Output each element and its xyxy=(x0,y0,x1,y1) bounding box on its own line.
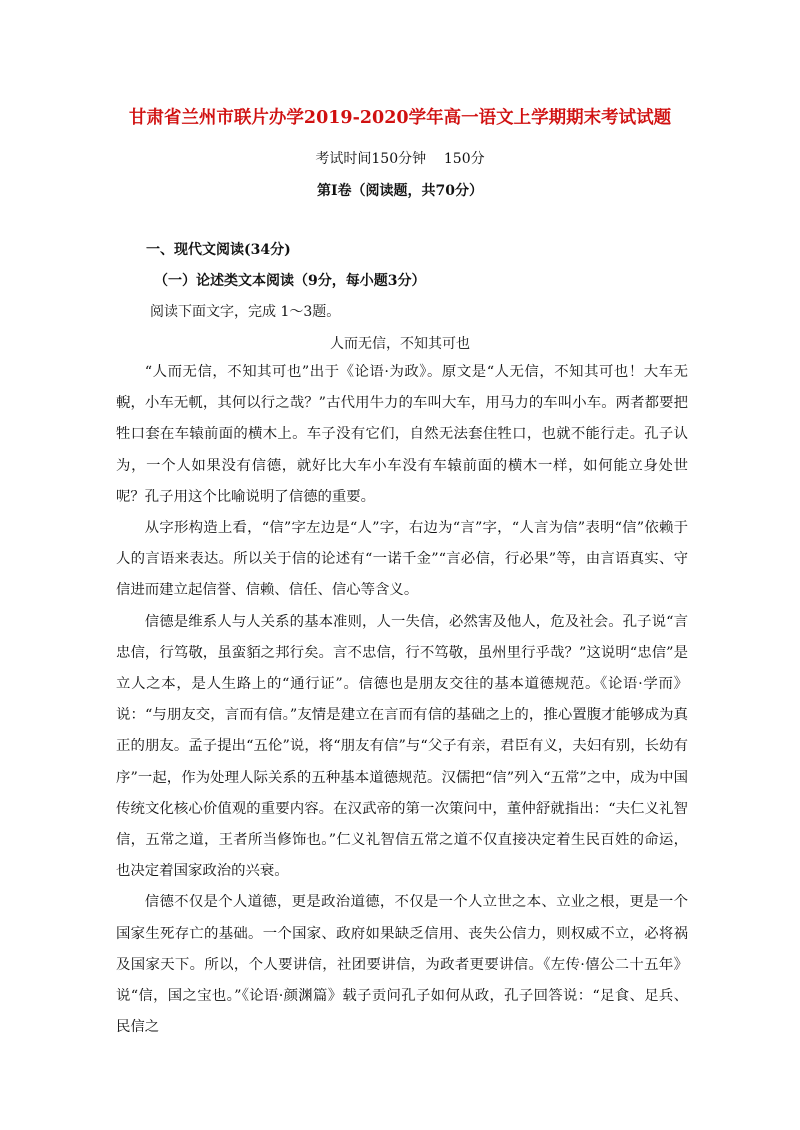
section-heading: 一、现代文阅读(34分) xyxy=(146,242,291,258)
paragraph: 从字形构造上看，“信”字左边是“人”字，右边为“言”字，“人言为信”表明“信”依赖于人的言语来表达。所以关于信的论述有“一诺千金”“言必信，行必果”等，由言语真实、守信进而建立起信誉、信赖、信任、信心等含义。 xyxy=(116,520,688,599)
reading-instruction: 阅读下面文字，完成 1～3题。 xyxy=(150,304,341,320)
subsection-heading: （一）论述类文本阅读（9分，每小题3分） xyxy=(154,273,426,289)
article-title: 人而无信，不知其可也 xyxy=(330,336,470,352)
exam-info: 考试时间150分钟 150分 xyxy=(315,151,485,167)
article-body xyxy=(116,357,688,1043)
paragraph: “人而无信，不知其可也”出于《论语·为政》。原文是“人无信，不知其可也！大车无輗，小车无軏，其何以行之哉？”古代用牛力的车叫大车，用马力的车叫小车。两者都要把牲口套在车辕前面的横木上。车子没有它们，自然无法套住牲口，也就不能行走。孔子认为，一个人如果没有信德，就好比大车小车没有车辕前面的横木一样，如何能立身处世呢？孔子用这个比喻说明了信德的重要。 xyxy=(116,364,688,505)
paragraph: 信德是维系人与人关系的基本准则，人一失信，必然害及他人，危及社会。孔子说“言忠信，行笃敬，虽蛮貊之邦行矣。言不忠信，行不笃敬，虽州里行乎哉？”这说明“忠信”是立人之本，是人生路上的“通行证”。信德也是朋友交往的基本道德规范。《论语·学而》说：“与朋友交，言而有信。”友情是建立在言而有信的基础之上的，推心置腹才能够成为真正的朋友。孟子提出“五伦”说，将“朋友有信”与“父子有亲，君臣有义，夫妇有别，长幼有序”一起，作为处理人际关系的五种基本道德规范。汉儒把“信”列入“五常”之中，成为中国传统文化核心价值观的重要内容。在汉武帝的第一次策问中，董仲舒就指出：“夫仁义礼智信，五常之道，王者所当修饰也。”仁义礼智信五常之道不仅直接决定着生民百姓的命运，也决定着国家政治的兴衰。 xyxy=(116,613,688,880)
paragraph: 信德不仅是个人道德，更是政治道德，不仅是一个人立世之本、立业之根，更是一个国家生死存亡的基础。一个国家、政府如果缺乏信用、丧失公信力，则权威不立，必将祸及国家天下。所以，个人要讲信，社团要讲信，为政者更要讲信。《左传·僖公二十五年》说“信，国之宝也。”《论语·颜渊篇》载子贡问孔子如何从政，孔子回答说：“足食、足兵、民信之 xyxy=(116,894,688,1036)
document-title: 甘肃省兰州市联片办学2019-2020学年高一语文上学期期末考试试题 xyxy=(128,108,672,128)
volume-heading: 第Ⅰ卷（阅读题，共70分） xyxy=(316,183,484,199)
